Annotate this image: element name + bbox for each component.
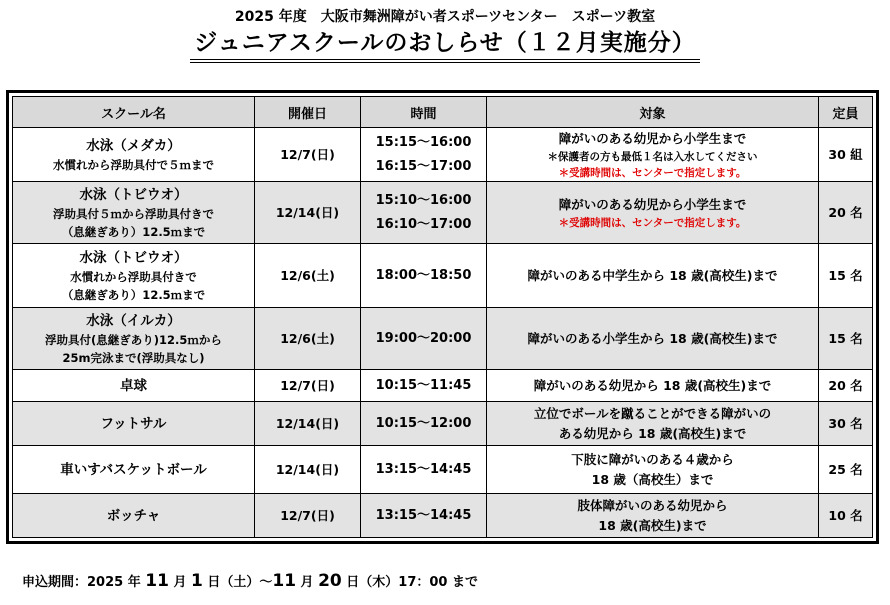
period-text: 月 [168,575,191,590]
target-cell [487,128,819,182]
time-slot: 15:10～16:00 [375,192,472,208]
period-text: 日（木）17：00 まで [341,575,478,590]
school-name: フットサル [100,415,167,432]
capacity-cell: 20 名 [819,182,873,244]
date-cell: 12/7(日) [255,494,361,538]
school-name-cell [13,370,255,402]
header-school-name: スクール名 [13,97,255,128]
time-slot: 19:00～20:00 [375,330,472,346]
time-slot: 16:15～17:00 [375,158,472,174]
time-cell [361,494,487,538]
school-name: ボッチャ [106,507,161,524]
target-text: 障がいのある小学生から 18 歳(高校生)まで [527,330,778,346]
table-row [13,446,873,494]
target-text: 立位でボールを蹴ることができる障がいの [533,405,772,421]
capacity-cell: 20 名 [819,370,873,402]
date-cell: 12/7(日) [255,370,361,402]
target-text: 障がいのある幼児から小学生まで [558,196,747,212]
school-name-cell [13,128,255,182]
period-text: 月 [296,575,319,590]
target-note: ＊保護者の方も最低１名は入水してください [547,150,758,163]
table-row [13,182,873,244]
target-cell [487,308,819,370]
header-date: 開催日 [255,97,361,128]
target-cell [487,446,819,494]
school-name-cell [13,402,255,446]
period-text: 日（土）～ [202,575,273,590]
target-cell [487,370,819,402]
date-cell: 12/6(土) [255,244,361,308]
table-row [13,494,873,538]
school-name-cell [13,446,255,494]
school-name-cell [13,244,255,308]
capacity-cell: 25 名 [819,446,873,494]
school-name: 車いすバスケットボール [60,461,207,478]
table-row [13,244,873,308]
capacity-cell: 30 組 [819,128,873,182]
time-cell [361,182,487,244]
capacity-cell: 10 名 [819,494,873,538]
time-cell [361,370,487,402]
time-cell [361,308,487,370]
time-slot: 10:15～11:45 [375,377,472,393]
time-slot: 18:00～18:50 [375,267,472,283]
date-cell: 12/6(土) [255,308,361,370]
table-header-row [13,97,873,128]
date-cell: 12/14(日) [255,446,361,494]
target-text: 18 歳（高校生）まで [591,471,714,487]
header-subtitle: 2025 年度 大阪市舞洲障がい者スポーツセンター スポーツ教室 [234,9,656,25]
title-wrap [0,24,890,63]
capacity-cell: 15 名 [819,244,873,308]
school-name: 水泳（イルカ） [86,312,181,329]
page-title: ジュニアスクールのおしらせ（１２月実施分） [190,24,699,63]
table-row [13,402,873,446]
schedule-frame [6,90,879,544]
table-row [13,128,873,182]
target-text: 下肢に障がいのある４歳から [571,451,734,467]
school-name: 水泳（トビウオ） [79,186,188,203]
time-cell [361,244,487,308]
application-period [22,571,478,591]
target-text: 障がいのある幼児から小学生まで [558,130,747,146]
time-cell [361,446,487,494]
school-name-cell [13,182,255,244]
time-slot: 15:15～16:00 [375,134,472,150]
target-cell [487,402,819,446]
time-cell [361,402,487,446]
date-cell: 12/7(日) [255,128,361,182]
capacity-cell: 15 名 [819,308,873,370]
table-row [13,308,873,370]
school-name: 水泳（トビウオ） [79,249,188,266]
date-cell: 12/14(日) [255,182,361,244]
school-name-sub: 浮助具付(息継ぎあり)12.5ｍから [45,332,222,347]
schedule-table [12,96,873,538]
school-name-sub: 水慣れから浮助具付で５ｍまで [53,157,214,172]
period-start-month: 11 [145,571,169,591]
period-label: 申込期間：2025 年 [22,575,141,590]
header-time: 時間 [361,97,487,128]
school-name: 卓球 [120,377,147,394]
target-cell [487,182,819,244]
date-cell: 12/14(日) [255,402,361,446]
school-name-sub: 水慣れから浮助具付きで [70,269,197,284]
target-text: ある幼児から 18 歳(高校生)まで [558,425,747,441]
header-capacity: 定員 [819,97,873,128]
target-cell [487,494,819,538]
school-name-cell [13,494,255,538]
target-red-note: ＊受講時間は、センターで指定します。 [558,216,747,229]
header-target: 対象 [487,97,819,128]
school-name-sub: （息継ぎあり）12.5ｍまで [61,224,206,239]
school-name-sub: 浮助具付５ｍから浮助具付きで [53,206,214,221]
school-name-sub: 25m完泳まで(浮助具なし) [62,350,205,365]
target-red-note: ＊受講時間は、センターで指定します。 [558,166,747,179]
school-name: 水泳（メダカ） [86,137,181,154]
period-end-month: 11 [272,571,297,591]
school-name-cell [13,308,255,370]
target-cell [487,244,819,308]
period-end-day: 20 [318,571,342,591]
time-slot: 10:15～12:00 [375,415,472,431]
time-slot: 16:10～17:00 [375,216,472,232]
target-text: 障がいのある幼児から 18 歳(高校生)まで [533,377,772,393]
time-slot: 13:15～14:45 [375,461,472,477]
school-name-sub: （息継ぎあり）12.5ｍまで [61,287,206,302]
target-text: 障がいのある中学生から 18 歳(高校生)まで [527,267,778,283]
target-text: 18 歳(高校生)まで [598,517,707,533]
period-start-day: 1 [190,571,203,591]
capacity-cell: 30 名 [819,402,873,446]
time-slot: 13:15～14:45 [375,507,472,523]
table-row [13,370,873,402]
target-text: 肢体障がいのある幼児から [577,497,728,513]
time-cell [361,128,487,182]
